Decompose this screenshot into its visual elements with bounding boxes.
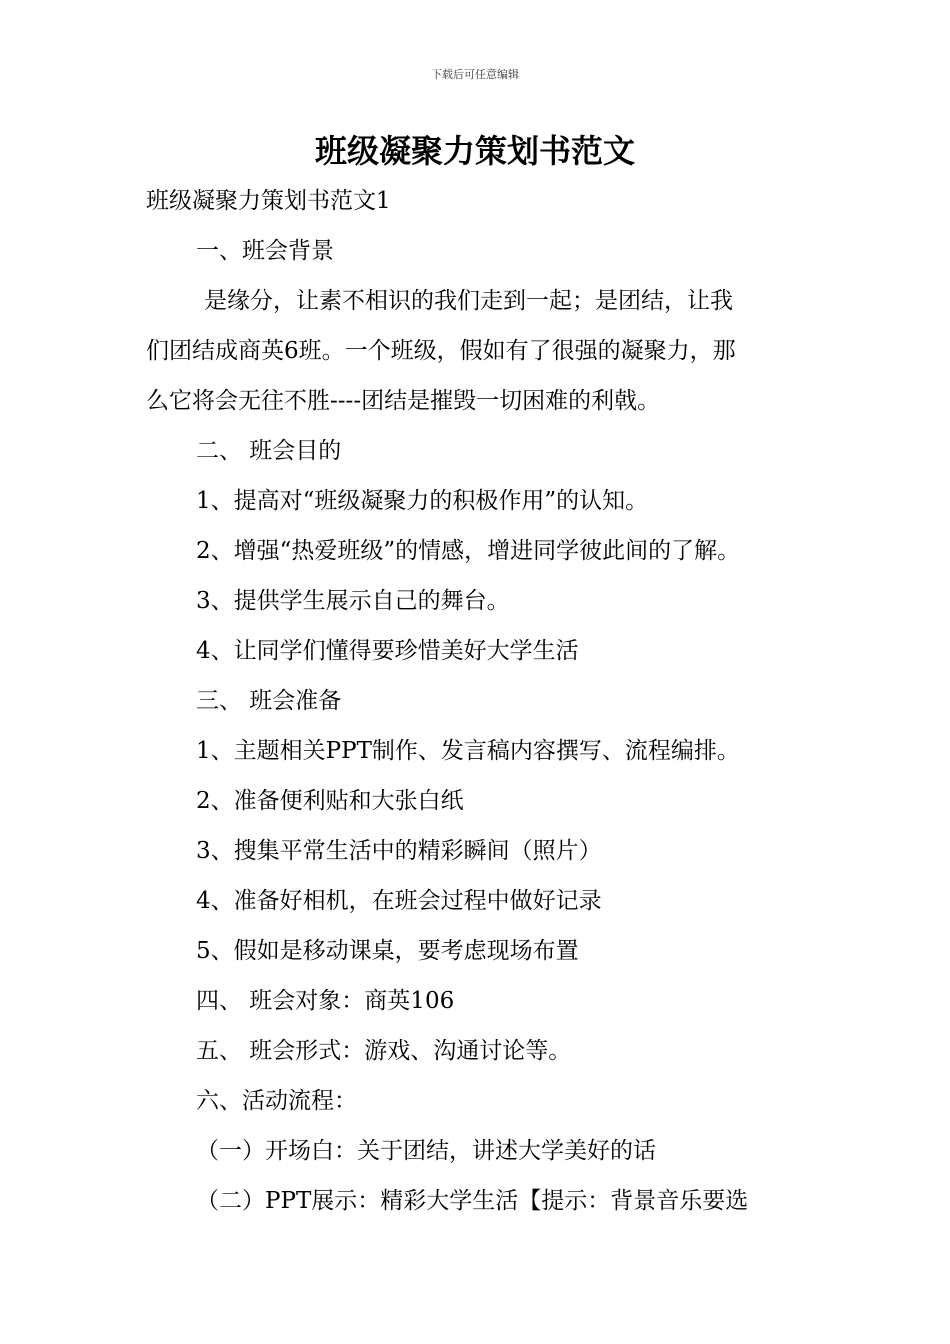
- body-line: （一）开场白：关于团结，讲述大学美好的话: [196, 1138, 656, 1164]
- body-line: （二）PPT展示：精彩大学生活【提示：背景音乐要选: [196, 1188, 749, 1214]
- body-line: 5、假如是移动课桌，要考虑现场布置: [196, 938, 579, 964]
- section-heading: 班级凝聚力策划书范文1: [146, 188, 391, 214]
- body-line: 二、 班会目的: [196, 438, 342, 464]
- body-line: 三、 班会准备: [196, 688, 342, 714]
- body-line: 六、活动流程：: [196, 1088, 357, 1114]
- body-line: 们团结成商英6班。一个班级，假如有了很强的凝聚力，那: [146, 338, 736, 364]
- body-line: 1、提高对“班级凝聚力的积极作用”的认知。: [196, 488, 649, 514]
- body-line: 2、增强“热爱班级”的情感，增进同学彼此间的了解。: [196, 538, 741, 564]
- body-line: 3、提供学生展示自己的舞台。: [196, 588, 510, 614]
- body-line: 4、让同学们懂得要珍惜美好大学生活: [196, 638, 579, 664]
- body-line: 一、班会背景: [196, 238, 334, 264]
- body-line: 3、搜集平常生活中的精彩瞬间（照片）: [196, 838, 602, 864]
- body-line: 2、准备便利贴和大张白纸: [196, 788, 464, 814]
- body-line: 四、 班会对象：商英106: [196, 988, 455, 1014]
- body-line: 4、准备好相机，在班会过程中做好记录: [196, 888, 602, 914]
- header-note: 下载后可任意编辑: [431, 68, 519, 81]
- body-line: 五、 班会形式：游戏、沟通讨论等。: [196, 1038, 572, 1064]
- body-line: 是缘分，让素不相识的我们走到一起；是团结，让我: [204, 288, 733, 314]
- page-title: 班级凝聚力策划书范文: [314, 132, 635, 170]
- body-line: 么它将会无往不胜----团结是摧毁一切困难的利戟。: [146, 388, 661, 414]
- body-line: 1、主题相关PPT制作、发言稿内容撰写、流程编排。: [196, 738, 740, 764]
